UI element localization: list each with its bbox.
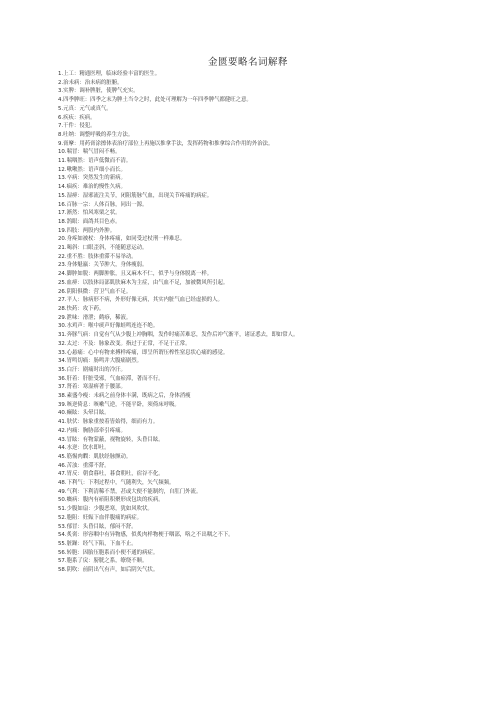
term-entry: 12.啾啾然：语声细小而长。 xyxy=(58,166,126,173)
term-entry: 49.气利：下利清稀不禁，甚或大便不能制约，自肛门外流。 xyxy=(58,488,202,495)
term-entry: 42.内痛：胸胁部牵引疼痛。 xyxy=(58,427,126,434)
term-entry: 8.吐纳：调整呼吸的养生方法。 xyxy=(58,131,134,138)
term-entry: 24.脚肿如脱：两脚肿胀，且又麻木不仁，似乎与身体脱离一样。 xyxy=(58,271,213,278)
term-entry: 44.水逆：饮水即吐。 xyxy=(58,445,110,452)
term-entry: 11.喘咽然：语声低微而不清。 xyxy=(58,158,132,165)
term-entry: 45.筋惕肉瞤：肌肤经脉颤动。 xyxy=(58,453,132,460)
term-entry: 6.疾疢：疾病。 xyxy=(58,114,96,121)
term-entry: 23.身体魁羸：关节肿大，身体瘦弱。 xyxy=(58,262,148,269)
term-entry: 22.重不胜：肢体重滞不易举动。 xyxy=(58,253,137,260)
term-entry: 34.胃鸣切痛：肠鸣并大腹痛剧烈。 xyxy=(58,358,143,365)
term-entry: 55.脏躁：经气下陷，下血不止。 xyxy=(58,540,137,547)
term-entry: 28.快药：攻下药。 xyxy=(58,305,105,312)
term-entry: 37.肾着：寒湿痹著于腰部。 xyxy=(58,384,126,391)
term-entry: 10.喘冒：喘气冒闷不畅。 xyxy=(58,149,121,156)
term-entry: 21.喝斜：口眼歪斜，不能随意运动。 xyxy=(58,245,148,252)
term-entry: 38.素盛今瘦：未病之前身体丰满，既病之后，身体消瘦 xyxy=(58,393,191,400)
term-entry: 19.四肢：两股内外肿。 xyxy=(58,227,116,234)
term-entry: 5.元真：元气或真气。 xyxy=(58,105,112,112)
term-entry: 9.膏摩：用药膏涂擦体表治疗部位上再施以推拿手法，发挥药物和推拿综合作用的外治法。 xyxy=(58,140,274,147)
term-entry: 40.癫眩：头晕目眩。 xyxy=(58,410,110,417)
term-entry: 20.身疼如被杖：身体疼痛，如同受过杖刑一样难忍。 xyxy=(58,236,186,243)
term-entry: 26.阴阳俱微：营卫气血不足。 xyxy=(58,288,132,295)
term-entry: 32.太过：不及：脉象改变。指过于正常，不足于正常。 xyxy=(58,340,191,347)
term-list xyxy=(58,70,478,575)
term-entry: 50.癥病：腹内有瘀阻积聚形成包块的疾病。 xyxy=(58,497,164,504)
term-entry: 53.郁冒：头昏目眩，郁闷不舒。 xyxy=(58,523,137,530)
term-entry: 46.苦浊：重滞不舒。 xyxy=(58,462,110,469)
term-entry: 13.卒病：突然发生的新病。 xyxy=(58,175,126,182)
term-entry: 33.心悬痛：心中有物来搏样疼痛，即呈所谓压榨性窒息状心痛的感觉。 xyxy=(58,349,229,356)
document-title: 金匮要略名词解释 xyxy=(207,57,288,68)
term-entry: 25.血痹：以肢体局部肌肤麻木为主症，由气血不足，加被微风所引起。 xyxy=(58,279,229,286)
term-entry: 17.淅然：怕风寒栗之状。 xyxy=(58,210,121,217)
term-entry: 48.下利气：下利过程中，气随利失，矢气频频。 xyxy=(58,480,175,487)
term-entry: 36.肝着：肝脏受邪，气血瘀滞，著而不行。 xyxy=(58,375,164,382)
term-entry: 16.百脉一宗：人体百脉，同出一源。 xyxy=(58,201,148,208)
term-entry: 35.白汗：剧痛时出的冷汗。 xyxy=(58,366,126,373)
term-entry: 29.泄味：滑泄；鹤痧，稀液。 xyxy=(58,314,132,321)
term-entry: 47.胃反：朝食暮吐，暮食朝吐，宿谷不化。 xyxy=(58,471,164,478)
term-entry: 27.平人：脉病形不病，外形好像无病，其实内脏气血已经虚损的人。 xyxy=(58,297,223,304)
term-entry: 1.上工：精通医理，临床经验丰富的医生。 xyxy=(58,71,161,77)
term-entry: 3.实脾：调补脾脏，使脾气充实。 xyxy=(58,88,139,95)
term-entry: 58.阴吹：前阴出气有声，如后阴矢气状。 xyxy=(58,567,159,574)
term-entry: 4.四季脾旺：四季之末为脾土当令之时，此处可理解为一年四季脾气都健旺之意。 xyxy=(58,97,252,104)
term-entry: 2.治未病：治未病的脏腑。 xyxy=(58,79,123,86)
term-entry: 41.肤伏：脉象重按着皆始得，细而有力。 xyxy=(58,419,159,426)
term-entry: 56.转胞：因胎压胞系而小便不通的病症。 xyxy=(58,549,159,556)
term-entry: 52.胞阻：妊娠下血伴腹痛的病症。 xyxy=(58,514,143,521)
term-entry: 14.痼疾：难治的慢性久病。 xyxy=(58,184,126,191)
term-entry: 18.鹄眼：面鸽其目色赤。 xyxy=(58,218,121,225)
term-entry: 31.奔豚气病：自觉有气从少腹上冲胸咽，发作时痛苦难忍，发作后冲气渐平，诸证悉去，即如常人。 xyxy=(58,332,299,339)
term-entry: 57.胞系了戾：膀胱之系，缭绕不顺。 xyxy=(58,558,148,565)
term-entry: 30.水鸡声：喉中痰声好像蛙鸣连连不绝。 xyxy=(58,323,159,330)
term-entry: 39.咳逆倚息：咳嗽气逆，不能平卧，须倚床呼吸。 xyxy=(58,401,180,408)
term-entry: 54.炙脔：形容咽中有异物感，似炙肉样物梗于咽部，咯之不出咽之不下。 xyxy=(58,532,234,539)
term-entry: 7.干件：侵犯。 xyxy=(58,123,96,130)
term-entry: 15.湿痹：湿邪流注关节，闭阻筋脉气血，出现关节疼痛的病症。 xyxy=(58,192,213,199)
term-entry: 43.冒眩：有物蒙蔽，视物旋转，头昏目眩。 xyxy=(58,436,164,443)
term-entry: 51.少腹如扇：少腹恶寒，犹如风吹状。 xyxy=(58,506,153,513)
